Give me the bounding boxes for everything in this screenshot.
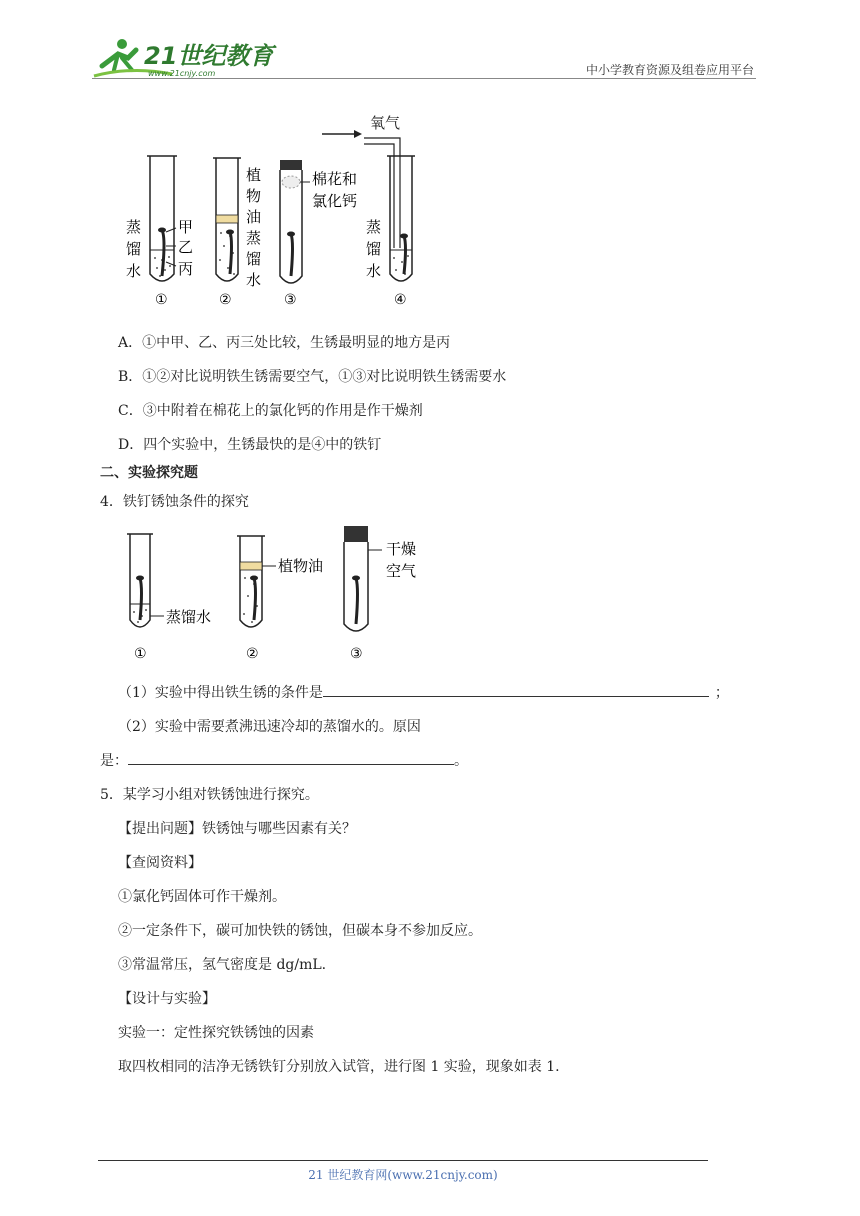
q3-option-b: B．①②对比说明铁生锈需要空气，①③对比说明铁生锈需要水 [118, 369, 507, 385]
label-oil-col-5: 馏 [246, 250, 262, 268]
q5-stem: 5．某学习小组对铁锈蚀进行探究。 [100, 787, 319, 803]
logo-text: 21世纪教育 [144, 42, 274, 70]
q3-option-a: A．①中甲、乙、丙三处比较，生锈最明显的地方是丙 [118, 335, 451, 351]
label-oil-col-2: 物 [246, 187, 262, 205]
tube-3 [280, 160, 310, 283]
fig2-tube-number-1: ① [134, 646, 147, 662]
label-oil-col-3: 油 [246, 208, 262, 226]
q5-line-3: ①氯化钙固体可作干燥剂。 [118, 889, 286, 905]
q4-sub1-suffix: ； [714, 685, 729, 701]
label-bing: 丙 [178, 260, 194, 278]
label-water-right-3: 水 [366, 262, 382, 280]
header-platform-text: 中小学教育资源及组卷应用平台 [585, 63, 754, 77]
fig2-label-dry-1: 干燥 [386, 540, 417, 558]
q4-sub1-answer-blank[interactable] [323, 684, 709, 697]
q3-option-d: D．四个实验中，生锈最快的是④中的铁钉 [118, 437, 382, 453]
fig2-tube-number-3: ③ [350, 646, 363, 662]
fig2-tube-2 [237, 536, 276, 627]
fig2-tube-number-2: ② [246, 646, 259, 662]
tube-number-2: ② [219, 292, 232, 308]
label-water-left-3: 水 [126, 262, 142, 280]
tube-number-1: ① [155, 292, 168, 308]
logo-url: www.21cnjy.com [148, 69, 216, 78]
tube-number-4: ④ [394, 292, 407, 308]
q5-line-8: 取四枚相同的洁净无锈铁钉分别放入试管，进行图 1 实验，现象如表 1. [118, 1059, 560, 1075]
tube-number-3: ③ [284, 292, 297, 308]
footer-divider [98, 1160, 708, 1161]
fig2-label-dry-2: 空气 [386, 562, 417, 580]
q4-sub2-answer-line [100, 750, 468, 770]
label-oil-col-6: 水 [246, 271, 262, 289]
tube-1 [147, 156, 177, 281]
footer-text[interactable]: 21 世纪教育网(www.21cnjy.com) [308, 1168, 498, 1182]
q3-option-c: C．③中附着在棉花上的氯化钙的作用是作干燥剂 [118, 403, 423, 419]
q5-line-2: 【查阅资料】 [118, 855, 202, 871]
q5-line-6: 【设计与实验】 [118, 991, 216, 1007]
q5-line-5: ③常温常压，氢气密度是 dg/mL. [118, 957, 327, 973]
q5-line-4: ②一定条件下，碳可加快铁的锈蚀，但碳本身不参加反应。 [118, 923, 482, 939]
q4-sub2: （2）实验中需要煮沸迅速冷却的蒸馏水的。原因 [118, 719, 421, 735]
q4-sub2-answer-blank[interactable] [128, 752, 454, 765]
label-water-left-2: 馏 [126, 240, 142, 258]
q5-line-7: 实验一：定性探究铁锈蚀的因素 [118, 1025, 314, 1041]
section-2-title: 二、实验探究题 [100, 465, 198, 481]
label-oil-col-1: 植 [246, 166, 262, 184]
site-logo [92, 36, 292, 80]
tube-4 [387, 156, 415, 281]
q4-sub2-suffix: 。 [454, 753, 468, 769]
q4-sub2-prefix: 是： [100, 753, 128, 769]
tube-2 [213, 158, 241, 281]
figure-rusting-tubes-1 [120, 108, 430, 313]
fig2-label-water: 蒸馏水 [166, 608, 212, 626]
label-jia: 甲 [178, 218, 194, 236]
label-water-left-1: 蒸 [126, 218, 142, 236]
q4-sub1 [118, 682, 729, 702]
figure-rusting-tubes-2 [120, 522, 440, 662]
fig2-tube-3 [344, 526, 382, 631]
label-water-right-2: 馏 [366, 240, 382, 258]
label-water-right-1: 蒸 [366, 218, 382, 236]
label-oxygen: 氧气 [370, 114, 401, 132]
header-divider [92, 78, 756, 79]
q4-sub1-prefix: （1）实验中得出铁生锈的条件是 [118, 685, 323, 701]
label-cotton-1: 棉花和 [312, 170, 358, 188]
fig2-label-oil: 植物油 [278, 557, 324, 575]
fig2-tube-1 [127, 534, 164, 627]
label-yi: 乙 [178, 238, 194, 256]
q5-line-1: 【提出问题】铁锈蚀与哪些因素有关？ [118, 821, 356, 837]
label-oil-col-4: 蒸 [246, 229, 262, 247]
label-cotton-2: 氯化钙 [312, 192, 358, 210]
q4-stem: 4．铁钉锈蚀条件的探究 [100, 494, 249, 510]
